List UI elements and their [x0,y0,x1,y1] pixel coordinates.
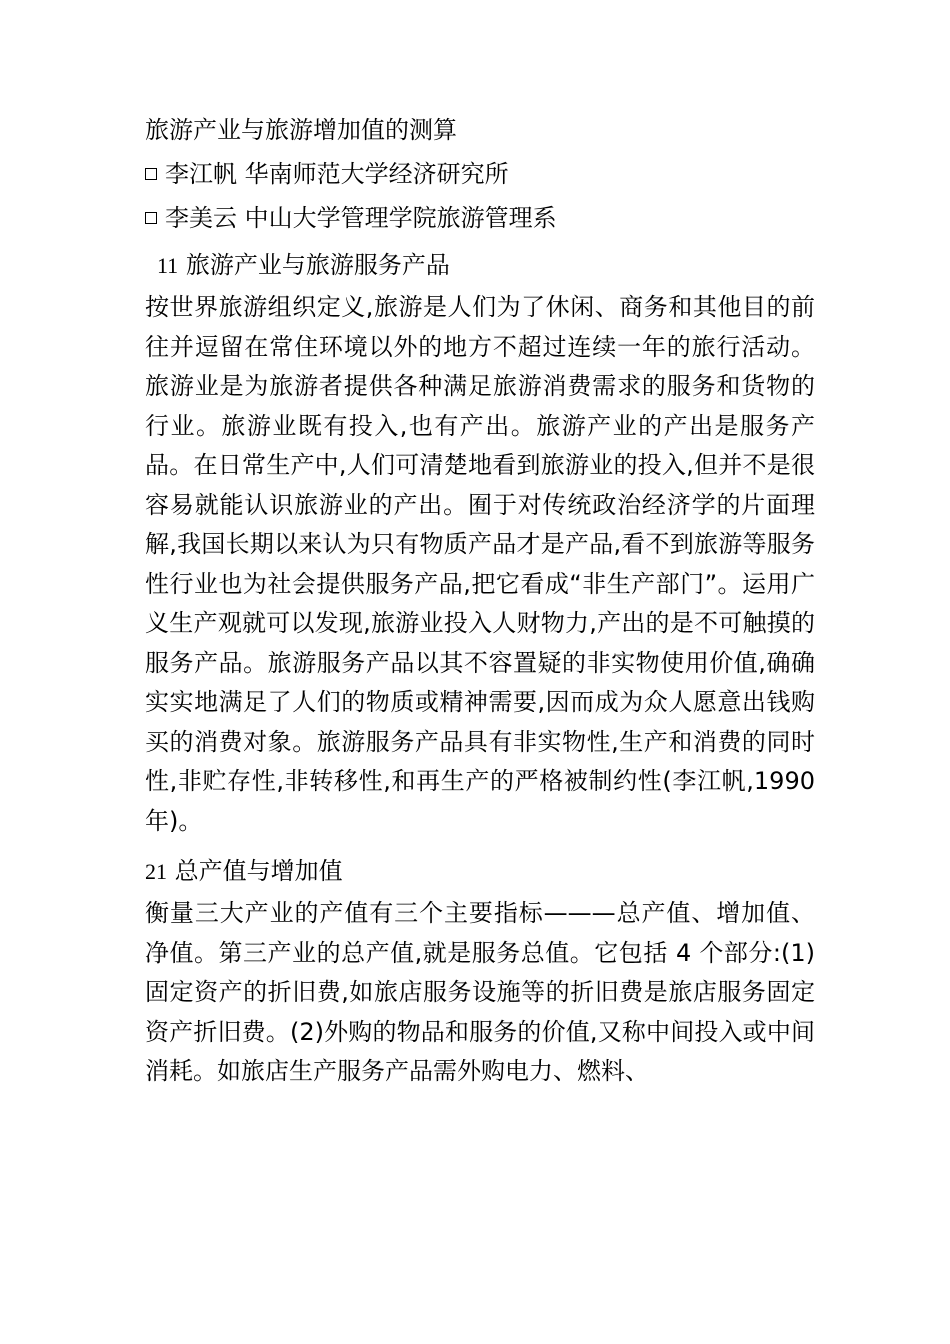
section-heading [145,849,815,894]
author-line [145,196,815,240]
article-body [145,108,815,1092]
square-bullet-icon [145,212,157,224]
section-paragraph: 按世界旅游组织定义,旅游是人们为了休闲、商务和其他目的前往并逗留在常住环境以外的地方不超过连续一年的旅行活动。旅游业是为旅游者提供各种满足旅游消费需求的服务和货物的行业。旅游业既有投入,也有产出。旅游产业的产出是服务产品。在日常生产中,人们可清楚地看到旅游业的投入,但并不是很容易就能认识旅游业的产出。囿于对传统政治经济学的片面理解,我国长期以来认为只有物质产品才是产品,看不到旅游等服务性行业也为社会提供服务产品,把它看成“非生产部门”。运用广义生产观就可以发现,旅游业投入人财物力,产出的是不可触摸的服务产品。旅游服务产品以其不容置疑的非实物使用价值,确确实实地满足了人们的物质或精神需要,因而成为众人愿意出钱购买的消费对象。旅游服务产品具有非实物性,生产和消费的同时性,非贮存性,非转移性,和再生产的严格被制约性(李江帆,1990 年)。 [145,293,815,835]
section-number: 21 [145,859,167,884]
section-paragraph: 衡量三大产业的产值有三个主要指标———总产值、增加值、净值。第三产业的总产值,就是服务总值。它包括 4 个部分:(1)固定资产的折旧费,如旅店服务设施等的折旧费是旅店服务固定资产折旧费。(2)外购的物品和服务的价值,又称中间投入或中间消耗。如旅店生产服务产品需外购电力、燃料、 [145,899,815,1085]
section-title: 总产值与增加值 [174,857,343,885]
author-affiliation: 李美云 中山大学管理学院旅游管理系 [165,204,557,232]
article-title: 旅游产业与旅游增加值的测算 [145,116,457,144]
section-heading [145,243,815,288]
section-number: 11 [157,253,179,278]
author-affiliation: 李江帆 华南师范大学经济研究所 [165,160,509,188]
author-line [145,152,815,196]
section-title: 旅游产业与旅游服务产品 [185,251,450,279]
square-bullet-icon [145,168,157,180]
